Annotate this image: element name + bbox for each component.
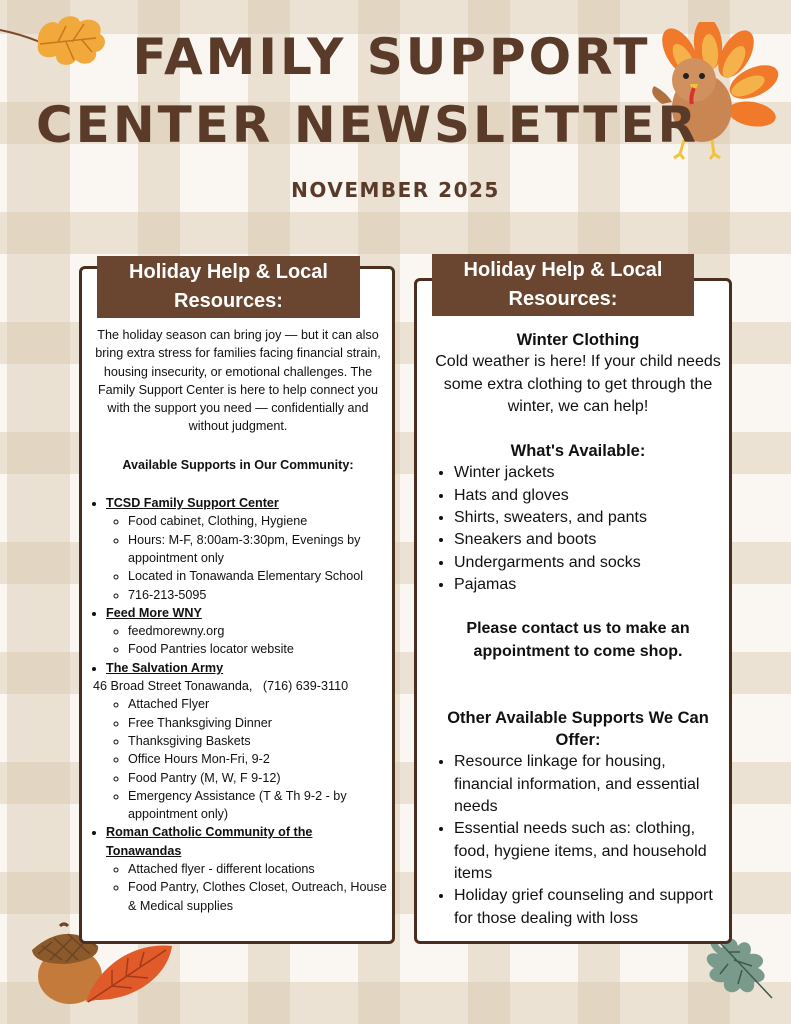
list-item: ◦ Free Thanksgiving Dinner [128,714,390,732]
other-supports-list [432,751,724,929]
org-name: Roman Catholic Community of the Tonawandas [106,825,313,858]
list-item: ◦ Office Hours Mon-Fri, 9-2 [128,750,390,768]
right-banner-line2: Resources: [508,288,618,310]
list-item: • Resource linkage for housing, financial information, and essential needs [454,751,724,818]
org-item-tcsd [106,494,390,604]
list-item: • Holiday grief counseling and support for those dealing with loss [454,885,724,930]
list-item: ◦ feedmorewny.org [128,622,390,640]
left-banner-line2: Resources: [174,290,283,312]
list-item: ◦ Food cabinet, Clothing, Hygiene [128,512,390,530]
list-item: • Winter jackets [454,462,724,484]
available-heading: What's Available: [510,442,646,461]
red-leaf-icon [82,940,178,1006]
org-item-salvation-army [93,659,390,824]
list-item: ◦ Located in Tonawanda Elementary School [128,567,390,585]
newsletter-date: NOVEMBER 2025 [291,178,500,202]
org-name: TCSD Family Support Center [106,496,279,511]
org-item-roman-catholic [106,823,390,914]
list-item: • Undergarments and socks [454,552,724,574]
right-banner-line1: Holiday Help & Local [463,259,663,281]
list-item: ◦ Attached flyer - different locations [128,860,390,878]
list-item: ◦ Thanksgiving Baskets [128,732,390,750]
left-banner-line1: Holiday Help & Local [129,261,328,283]
list-item: ◦ Attached Flyer [128,695,390,713]
org-address: 46 Broad Street Tonawanda, (716) 639-3110 [93,679,349,694]
winter-clothing-title: Winter Clothing [516,331,640,349]
newsletter-title-line1: FAMILY SUPPORT [132,28,651,86]
list-item: ◦ Food Pantry (M, W, F 9-12) [128,769,390,787]
list-item: • Pajamas [454,574,724,596]
org-item-feed-more [106,604,390,659]
list-item: ◦ Emergency Assistance (T & Th 9-2 - by appointment only) [128,787,390,824]
org-name: Feed More WNY [106,605,202,620]
org-list [86,494,390,915]
available-list [432,462,724,596]
list-item: ◦ Food Pantries locator website [128,640,390,658]
list-item: ◦ Hours: M-F, 8:00am-3:30pm, Evenings by appointment only [128,531,390,568]
other-supports-heading: Other Available Supports We Can Offer: [447,708,709,750]
list-item: • Sneakers and boots [454,529,724,551]
right-banner [432,254,694,316]
newsletter-title-line2: CENTER NEWSLETTER [35,96,700,154]
intro-text: The holiday season can bring joy — but it can also bring extra stress for families facing financial strain, housing insecurity, or emotional challenges. The Family Support Center is here to help connect you with the support you need — confidentially and without judgment. [95,328,381,434]
supports-heading: Available Supports in Our Community: [122,457,354,472]
list-item: ◦ 716-213-5095 [128,586,390,604]
right-content [432,329,724,930]
list-item: • Essential needs such as: clothing, food, hygiene items, and household items [454,818,724,885]
org-name: The Salvation Army [106,660,224,675]
list-item: • Shirts, sweaters, and pants [454,507,724,529]
winter-clothing-text: Cold weather is here! If your child needs some extra clothing to get through the winter, we can help! [435,353,721,415]
list-item: • Hats and gloves [454,485,724,507]
left-banner [97,256,360,318]
left-content [86,326,390,915]
contact-callout: Please contact us to make an appointment to come shop. [466,620,690,660]
list-item: ◦ Food Pantry, Clothes Closet, Outreach, House & Medical supplies [128,878,390,915]
